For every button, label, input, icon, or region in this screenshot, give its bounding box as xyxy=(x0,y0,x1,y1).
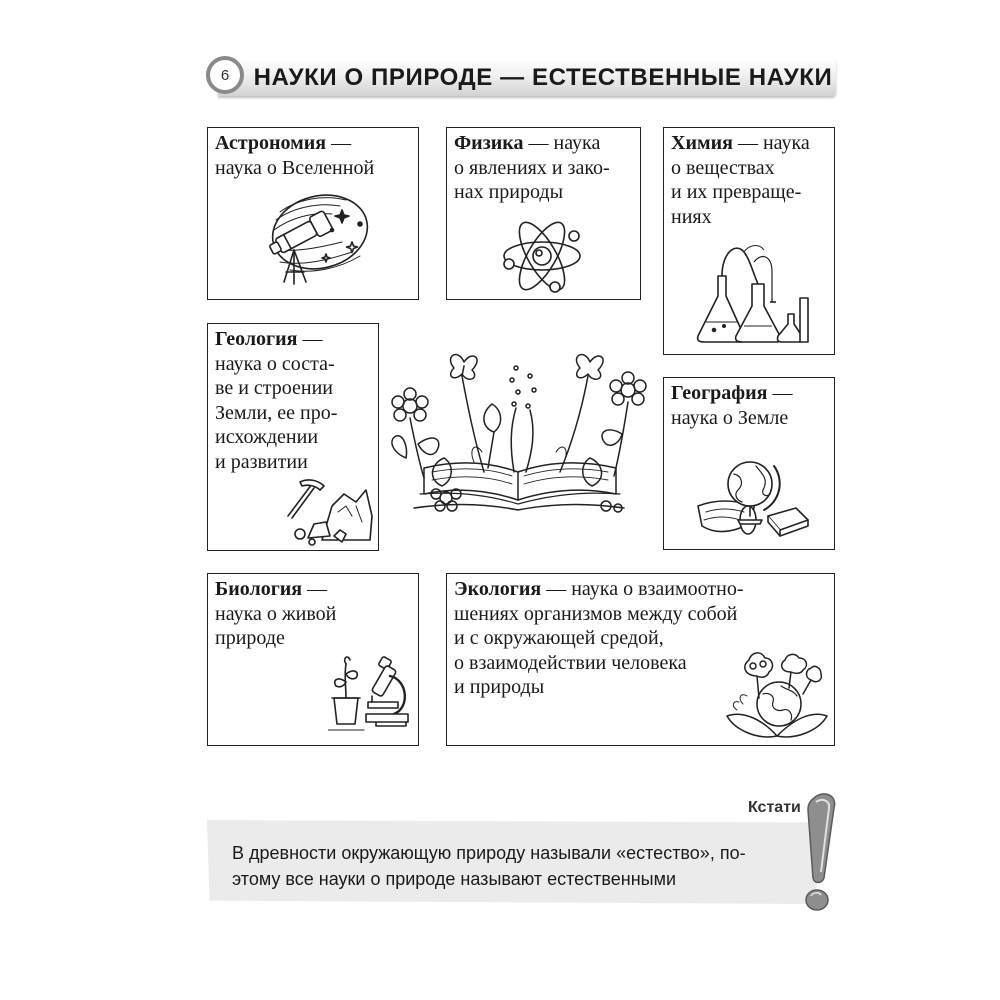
term-geology: Геология xyxy=(215,328,298,350)
card-chemistry xyxy=(663,127,835,355)
card-physics xyxy=(446,127,641,300)
card-astronomy-text: Астрономия — наука о Вселенной xyxy=(215,132,375,179)
card-geography-text: География — наука о Земле xyxy=(671,382,793,429)
term-physics: Физика xyxy=(454,132,524,154)
exclamation-icon xyxy=(800,792,840,918)
card-ecology-text: Экология — наука о взаимоотно- шениях организмов между собой и с окружающей средой, о взаимодействии человека и природы xyxy=(454,578,744,698)
page-number: 6 xyxy=(206,56,244,94)
card-geology xyxy=(207,323,379,551)
pickaxe-rocks-icon xyxy=(282,476,374,546)
earth-trees-icon xyxy=(723,646,831,742)
term-biology: Биология xyxy=(215,578,303,600)
card-chemistry-text: Химия — наука о веществах и их превраще- ниях xyxy=(671,132,810,228)
microscope-plant-icon xyxy=(328,652,412,734)
open-book-flowers-icon xyxy=(384,348,654,524)
note-label: Кстати xyxy=(748,799,801,816)
card-ecology xyxy=(446,573,835,746)
page-title: НАУКИ О ПРИРОДЕ — ЕСТЕСТВЕННЫЕ НАУКИ xyxy=(253,64,833,91)
card-astronomy xyxy=(207,127,419,300)
card-geography xyxy=(663,377,835,550)
flasks-icon xyxy=(692,232,812,346)
note-text: В древности окружающую природу называли «естество», по- этому все науки о природе называют естественными xyxy=(232,843,746,889)
term-chemistry: Химия xyxy=(671,132,733,154)
term-geography: География xyxy=(671,382,768,404)
card-biology-text: Биология — наука о живой природе xyxy=(215,578,337,649)
telescope-icon xyxy=(256,186,374,286)
card-biology xyxy=(207,573,419,746)
term-ecology: Экология xyxy=(454,578,542,600)
term-astronomy: Астрономия xyxy=(215,132,327,154)
card-geology-text: Геология — наука о соста- ве и строении Земли, ее про- исхождении и развитии xyxy=(215,328,338,473)
globe-icon xyxy=(694,456,812,544)
atom-icon xyxy=(497,214,587,296)
card-physics-text: Физика — наука о явлениях и зако- нах природы xyxy=(454,132,610,203)
